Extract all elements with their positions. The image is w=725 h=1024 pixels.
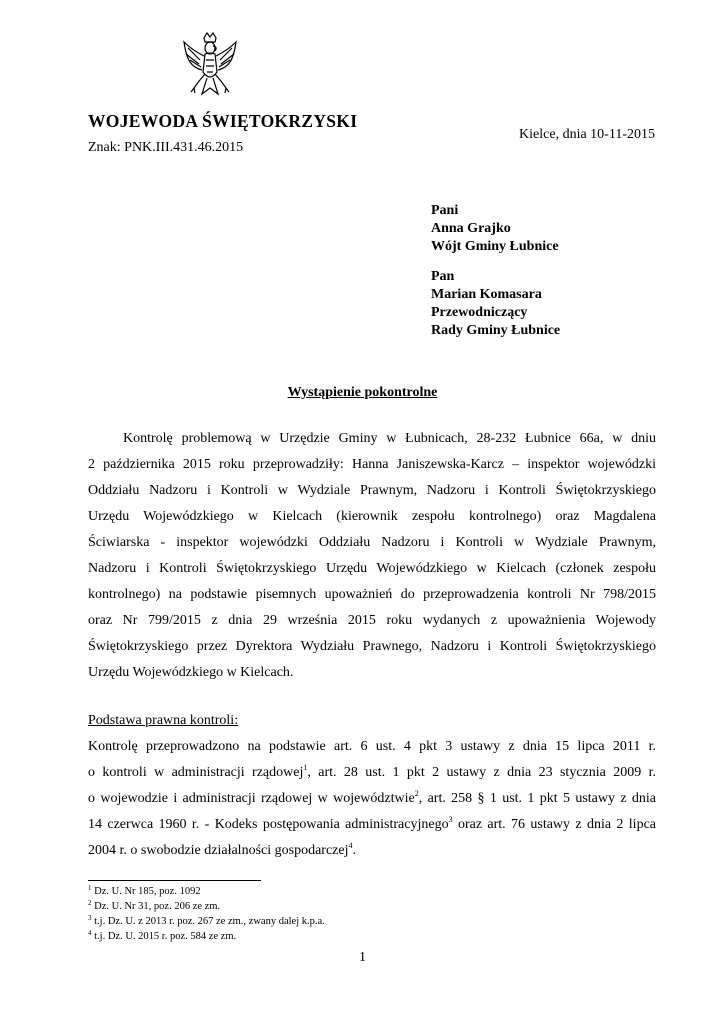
- footnote-ref: 2: [414, 789, 419, 798]
- document-title: Wystąpienie pokontrolne: [287, 385, 438, 400]
- text-line: Urzędu Wojewódzkiego w Kielcach.: [88, 665, 294, 680]
- place-and-date: Kielce, dnia 10-11-2015: [519, 127, 655, 142]
- recipient-line: Anna Grajko: [431, 221, 511, 236]
- recipient-line: Pan: [431, 269, 455, 284]
- footnote-ref: 4: [348, 841, 353, 850]
- text-line: Urzędu Wojewódzkiego w Kielcach (kierownik zespołu kontrolnego) oraz Magdalena: [88, 509, 656, 524]
- text-line: Ściwiarska - inspektor wojewódzki Oddziału Nadzoru i Kontroli w Wydziale Prawnym,: [88, 535, 656, 550]
- text-line: 2004 r. o swobodzie działalności gospodarczej$^4$.: [88, 841, 356, 858]
- text-line: Nadzoru i Kontroli Świętokrzyskiego Urzędu Wojewódzkiego w Kielcach (członek zespołu: [88, 561, 656, 576]
- text-line: Kontrolę problemową w Urzędzie Gminy w Łubnicach, 28-232 Łubnice 66a, w dniu: [123, 431, 656, 446]
- recipient-line: Marian Komasara: [431, 287, 542, 302]
- footnote-separator: [88, 880, 261, 881]
- footnote-ref: 3: [448, 815, 453, 824]
- text-line: 2 października 2015 roku przeprowadziły: Hanna Janiszewska-Karcz – inspektor wojewódzki: [88, 457, 656, 472]
- footnotes: [88, 884, 325, 944]
- page-number: 1: [359, 950, 366, 965]
- footnote-ref: 1: [303, 763, 308, 772]
- paragraph-control-details: [88, 426, 656, 686]
- text-line: Oddziału Nadzoru i Kontroli w Wydziale Prawnym, Nadzoru i Kontroli Świętokrzyskiego: [88, 483, 656, 498]
- footnote: $^2$ Dz. U. Nr 31, poz. 206 ze zm.: [88, 899, 221, 912]
- footnote: $^1$ Dz. U. Nr 185, poz. 1092: [88, 884, 201, 897]
- footnote: $^4$ t.j. Dz. U. 2015 r. poz. 584 ze zm.: [88, 929, 237, 942]
- text-line: kontrolnego) na podstawie pisemnych upoważnień do przeprowadzenia kontroli Nr 798/2015: [88, 587, 656, 602]
- recipient-line: Wójt Gminy Łubnice: [431, 239, 559, 254]
- text-line: oraz Nr 799/2015 z dnia 29 września 2015 roku wydanych z upoważnienia Wojewody: [88, 613, 656, 628]
- recipient-line: Przewodniczący: [431, 305, 528, 320]
- issuer-name: WOJEWODA ŚWIĘTOKRZYSKI: [88, 111, 358, 131]
- recipient-line: Pani: [431, 203, 459, 218]
- text-line: 14 czerwca 1960 r. - Kodeks postępowania administracyjnego$^3$ oraz art. 76 ustawy z dnia 2 lipca: [88, 815, 656, 832]
- paragraph-legal-basis: [88, 734, 656, 864]
- text-line: Świętokrzyskiego przez Dyrektora Wydziału Prawnego, Nadzoru i Kontroli Świętokrzyskiego: [88, 639, 656, 654]
- footnote: $^3$ t.j. Dz. U. z 2013 r. poz. 267 ze zm., zwany dalej k.p.a.: [88, 914, 325, 927]
- text-line: o kontroli w administracji rządowej$^1$, art. 28 ust. 1 pkt 2 ustawy z dnia 23 stycznia 2009 r.: [88, 763, 657, 780]
- polish-eagle-emblem-icon: [182, 32, 238, 102]
- reference-number: Znak: PNK.III.431.46.2015: [88, 140, 244, 155]
- recipient-block-2: [431, 268, 560, 340]
- recipient-block-1: [431, 202, 559, 256]
- text-line: Kontrolę przeprowadzono na podstawie art. 6 ust. 4 pkt 3 ustawy z dnia 15 lipca 2011 r.: [88, 739, 656, 754]
- recipient-line: Rady Gminy Łubnice: [431, 323, 561, 338]
- legal-basis-heading: Podstawa prawna kontroli:: [88, 713, 239, 728]
- text-line: o wojewodzie i administracji rządowej w województwie$^2$, art. 258 § 1 ust. 1 pkt 5 ustawy z dnia: [88, 789, 656, 806]
